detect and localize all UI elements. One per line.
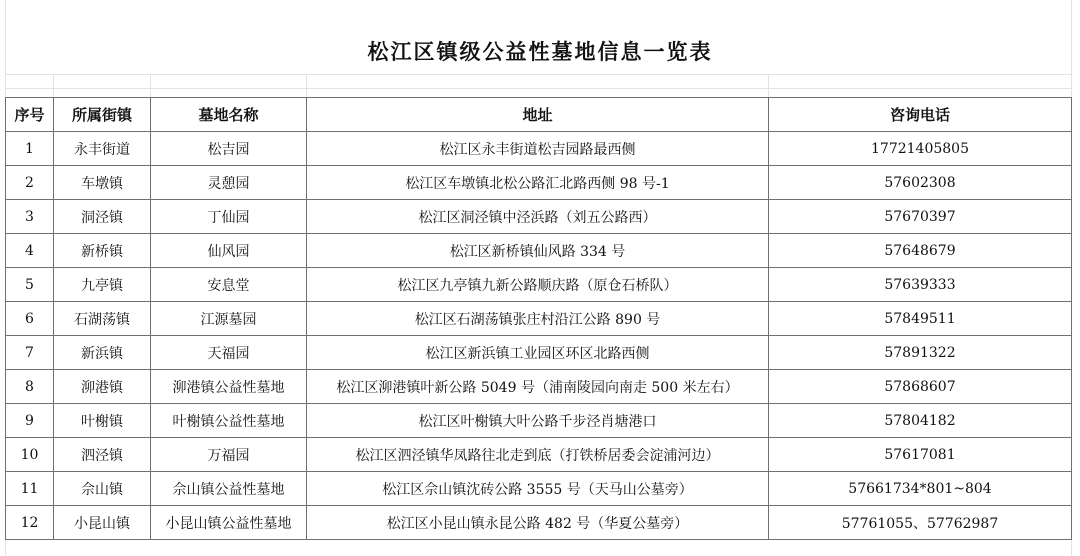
cell-no: 9 [6, 404, 54, 438]
cell-town: 小昆山镇 [54, 506, 151, 540]
table-row [6, 336, 1072, 370]
table-row [6, 200, 1072, 234]
gridline [5, 74, 1072, 75]
cell-town: 石湖荡镇 [54, 302, 151, 336]
cell-address: 松江区小昆山镇永昆公路 482 号（华夏公墓旁） [307, 506, 769, 540]
cell-town: 永丰街道 [54, 132, 151, 166]
cell-no: 1 [6, 132, 54, 166]
table-row [6, 234, 1072, 268]
table-row [6, 166, 1072, 200]
cell-address: 松江区石湖荡镇张庄村沿江公路 890 号 [307, 302, 769, 336]
cell-cemetery: 佘山镇公益性墓地 [151, 472, 307, 506]
gridline [306, 74, 307, 97]
cell-address: 松江区永丰街道松吉园路最西侧 [307, 132, 769, 166]
cell-town: 叶榭镇 [54, 404, 151, 438]
cell-no: 12 [6, 506, 54, 540]
cell-town: 佘山镇 [54, 472, 151, 506]
cell-cemetery: 灵憩园 [151, 166, 307, 200]
gridline [53, 74, 54, 97]
cell-no: 6 [6, 302, 54, 336]
cell-cemetery: 天福园 [151, 336, 307, 370]
cell-no: 5 [6, 268, 54, 302]
cell-address: 松江区新桥镇仙风路 334 号 [307, 234, 769, 268]
cell-address: 松江区九亭镇九新公路顺庆路（原仓石桥队） [307, 268, 769, 302]
cell-address: 松江区车墩镇北松公路汇北路西侧 98 号-1 [307, 166, 769, 200]
cell-address: 松江区泖港镇叶新公路 5049 号（浦南陵园向南走 500 米左右） [307, 370, 769, 404]
header-town: 所属街镇 [54, 98, 151, 132]
table-row [6, 506, 1072, 540]
cell-cemetery: 泖港镇公益性墓地 [151, 370, 307, 404]
cell-town: 洞泾镇 [54, 200, 151, 234]
cell-town: 九亭镇 [54, 268, 151, 302]
cell-phone: 57648679 [769, 234, 1072, 268]
cell-cemetery: 丁仙园 [151, 200, 307, 234]
page-title: 松江区镇级公益性墓地信息一览表 [367, 39, 713, 64]
cell-cemetery: 安息堂 [151, 268, 307, 302]
cell-phone: 17721405805 [769, 132, 1072, 166]
cell-phone: 57639333 [769, 268, 1072, 302]
table-row [6, 302, 1072, 336]
cell-phone: 57761055、57762987 [769, 506, 1072, 540]
gridline [768, 74, 769, 97]
cell-town: 新浜镇 [54, 336, 151, 370]
header-phone: 咨询电话 [769, 98, 1072, 132]
cell-cemetery: 松吉园 [151, 132, 307, 166]
cell-address: 松江区洞泾镇中泾浜路（刘五公路西） [307, 200, 769, 234]
header-cemetery: 墓地名称 [151, 98, 307, 132]
cell-phone: 57602308 [769, 166, 1072, 200]
cell-town: 车墩镇 [54, 166, 151, 200]
cell-phone: 57868607 [769, 370, 1072, 404]
cell-phone: 57804182 [769, 404, 1072, 438]
cell-no: 7 [6, 336, 54, 370]
gridline [5, 88, 1072, 89]
cell-cemetery: 江源墓园 [151, 302, 307, 336]
gridline [150, 74, 151, 97]
header-no: 序号 [6, 98, 54, 132]
cell-address: 松江区新浜镇工业园区环区北路西侧 [307, 336, 769, 370]
cell-town: 泖港镇 [54, 370, 151, 404]
cell-no: 3 [6, 200, 54, 234]
cell-phone: 57670397 [769, 200, 1072, 234]
cell-phone: 57891322 [769, 336, 1072, 370]
cell-no: 11 [6, 472, 54, 506]
cell-cemetery: 叶榭镇公益性墓地 [151, 404, 307, 438]
cell-address: 松江区佘山镇沈砖公路 3555 号（天马山公墓旁） [307, 472, 769, 506]
cell-cemetery: 小昆山镇公益性墓地 [151, 506, 307, 540]
table-row [6, 404, 1072, 438]
cell-no: 2 [6, 166, 54, 200]
cell-address: 松江区叶榭镇大叶公路千步泾肖塘港口 [307, 404, 769, 438]
cell-no: 10 [6, 438, 54, 472]
cell-phone: 57617081 [769, 438, 1072, 472]
cemetery-table [5, 97, 1072, 540]
table-row [6, 438, 1072, 472]
table-header-row [6, 98, 1072, 132]
cell-no: 4 [6, 234, 54, 268]
cell-cemetery: 仙风园 [151, 234, 307, 268]
cell-address: 松江区泗泾镇华凤路往北走到底（打铁桥居委会淀浦河边） [307, 438, 769, 472]
cell-phone: 57849511 [769, 302, 1072, 336]
header-address: 地址 [307, 98, 769, 132]
table-row [6, 472, 1072, 506]
cell-town: 泗泾镇 [54, 438, 151, 472]
cell-town: 新桥镇 [54, 234, 151, 268]
table-row [6, 132, 1072, 166]
cell-cemetery: 万福园 [151, 438, 307, 472]
cell-no: 8 [6, 370, 54, 404]
table-row [6, 268, 1072, 302]
table-row [6, 370, 1072, 404]
cell-phone: 57661734*801~804 [769, 472, 1072, 506]
